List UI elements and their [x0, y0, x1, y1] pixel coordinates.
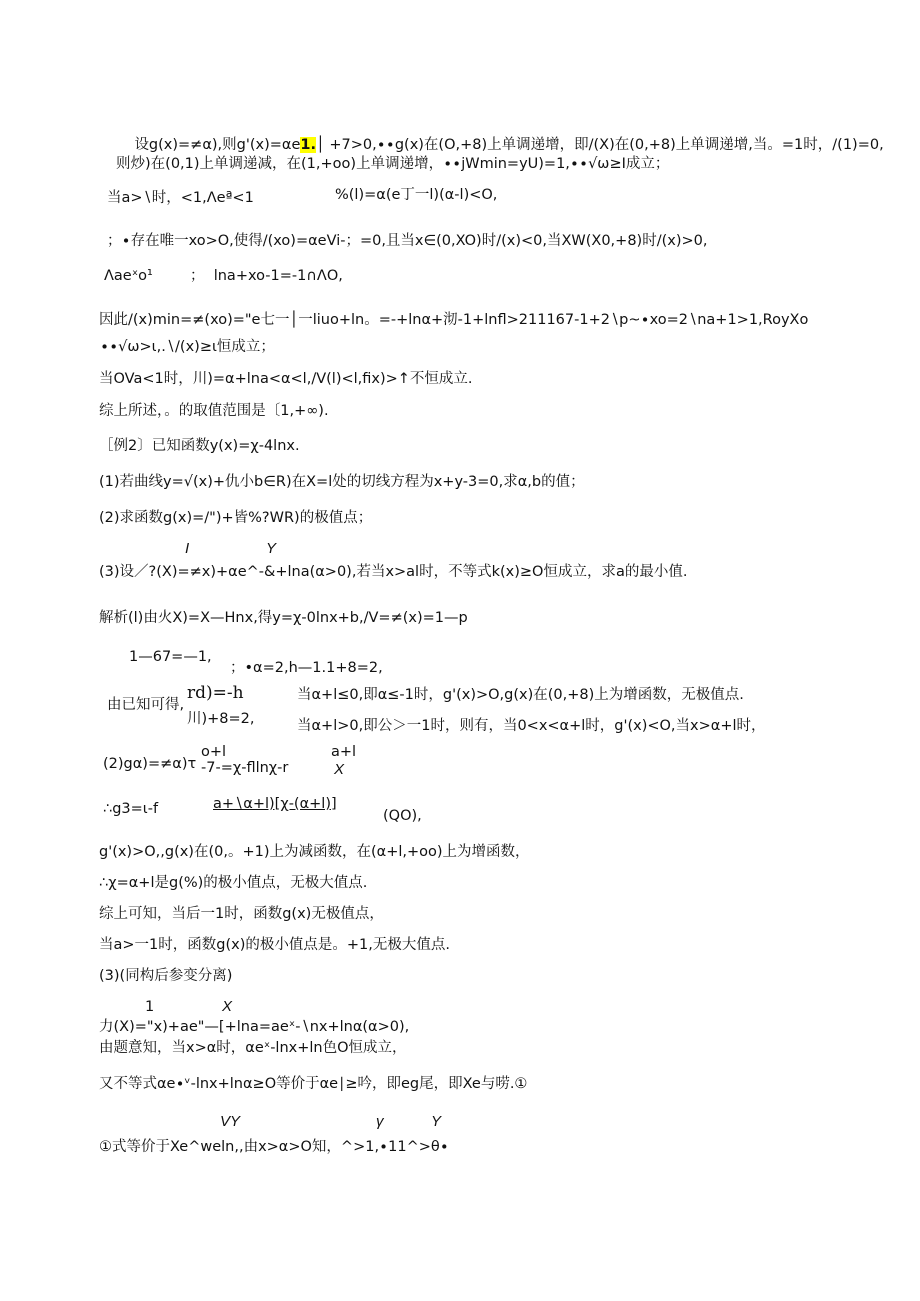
line-20b: -7-=χ-fllnχ-r	[201, 760, 289, 776]
line-6: 因此/(x)min=≠(xo)="e七一│一liuo+ln。=-+lnα+沏-1+lnfl>211167-1+2∖p~∙xo=2∖na+1>1,RoyXo	[99, 312, 809, 328]
line-31b: γ	[376, 1113, 384, 1130]
line-32: ①式等价于Xe^weln,,由x>α>O知，^>1,∙11^>θ∙	[99, 1139, 449, 1155]
line-4: ；∙存在唯一xo>O,使得/(xo)=αeVi-；=0,且当x∈(0,XO)时/(x)<0,当XW(X0,+8)时/(x)>0,	[107, 233, 708, 249]
line-18: 当α+l>0,即公＞一1时，则有，当0<x<α+l时，g'(x)<O,当x>α+l时，	[297, 718, 766, 734]
line-13-I: I	[185, 540, 190, 557]
line-16a: 1—67=—1,	[129, 649, 212, 665]
highlighted-text: 1.	[300, 137, 316, 153]
line-19b: a+l	[331, 744, 357, 760]
line-12: (2)求函数g(x)=/")+皆%?WR)的极值点；	[99, 510, 373, 526]
line-22: g'(x)>O,,g(x)在(0,。+1)上为减函数，在(α+l,+oo)上为增函数，	[99, 844, 530, 860]
line-1-pre: 设g(x)=≠α),则g'(x)=αe	[134, 137, 301, 153]
line-21c: (QO),	[383, 808, 422, 824]
line-31a: VY	[220, 1113, 241, 1130]
line-11: (1)若曲线y=√(x)+仇小b∈R)在X=l处的切线方程为x+y-3=0,求α,b的值；	[99, 474, 585, 490]
line-28: 力(X)="x)+ae"—[+lna=aeˣ-∖nx+lnα(α>0),	[99, 1019, 410, 1035]
line-30: 又不等式αe∙ᵛ-lnx+lnα≥O等价于αe∣≥吟，即eg尾，即Xe与唠.①	[99, 1076, 528, 1092]
line-27b: X	[222, 998, 233, 1015]
line-15: 解析(l)由火X)=X—Hnx,得y=χ-0lnx+b,∕V=≠(x)=1—p	[99, 610, 468, 626]
line-21a: ∴g3=ι-f	[103, 801, 159, 817]
line-23: ∴χ=α+l是g(%)的极小值点，无极大值点.	[99, 875, 368, 891]
line-1-post: │ +7>0,∙∙g(x)在(O,+8)上单调递增，即/(X)在(0,+8)上单调递增,当。=1时，/(1)=0,	[315, 137, 884, 153]
line-31c: Y	[431, 1113, 442, 1130]
line-20a: (2)gα)=≠α)τ	[103, 756, 197, 772]
line-27a: 1	[145, 999, 155, 1015]
line-21b-fraction: a+∖α+l)[χ-(α+l)]	[213, 796, 337, 812]
line-29: 由题意知，当x>α时，αeˣ-lnx+ln色O恒成立，	[99, 1040, 407, 1056]
line-17a: 由已知可得,	[107, 697, 185, 713]
line-19a: o+l	[201, 744, 227, 760]
line-16b: ；•α=2,h—1.1+8=2,	[230, 660, 383, 676]
line-24: 综上可知，当后一1时，函数g(x)无极值点，	[99, 906, 384, 922]
line-14: (3)设／?(X)=≠x)+αe^-&+lna(α>0),若当x>al时，不等式k(x)≥O恒成立，求a的最小值.	[99, 564, 688, 580]
line-8: 当OVa<1时，川)=α+lna<α<l,∕V(l)<l,fix)>↑不恒成立.	[99, 371, 473, 387]
line-3a: 当a>∖时，<1,Λeª<1	[107, 190, 254, 206]
line-25: 当a>一1时，函数g(x)的极小值点是。+1,无极大值点.	[99, 937, 450, 953]
line-26: (3)(同构后参变分离)	[99, 968, 233, 984]
line-3b: %(l)=α(e丁一l)(α-l)<O,	[335, 187, 498, 203]
line-17b: rd)=-h	[187, 683, 244, 703]
line-17c: 川)+8=2,	[187, 711, 255, 727]
line-9: 综上所述，。的取值范围是〔1,+∞).	[99, 403, 329, 419]
line-13-Y: Y	[266, 540, 277, 557]
line-20c: X	[334, 761, 345, 778]
line-10-example-title: ［例2〕已知函数y(x)=χ-4lnx.	[99, 438, 300, 454]
line-2: 则炒)在(0,1)上单调递减，在(1,+oo)上单调递增，∙∙jWmin=yU)=1,∙∙√ω≥I成立；	[116, 156, 670, 172]
line-5b: ； lna+xo-1=-1∩ΛO,	[190, 268, 343, 284]
line-17d: 当α+l≤0,即α≤-1时，g'(x)>O,g(x)在(0,+8)上为增函数，无极值点.	[297, 687, 744, 703]
line-5a: Λaeˣo¹	[104, 268, 153, 284]
line-7: ∙∙√ω>ι,.∖∕(x)≥ι恒成立；	[100, 339, 275, 355]
